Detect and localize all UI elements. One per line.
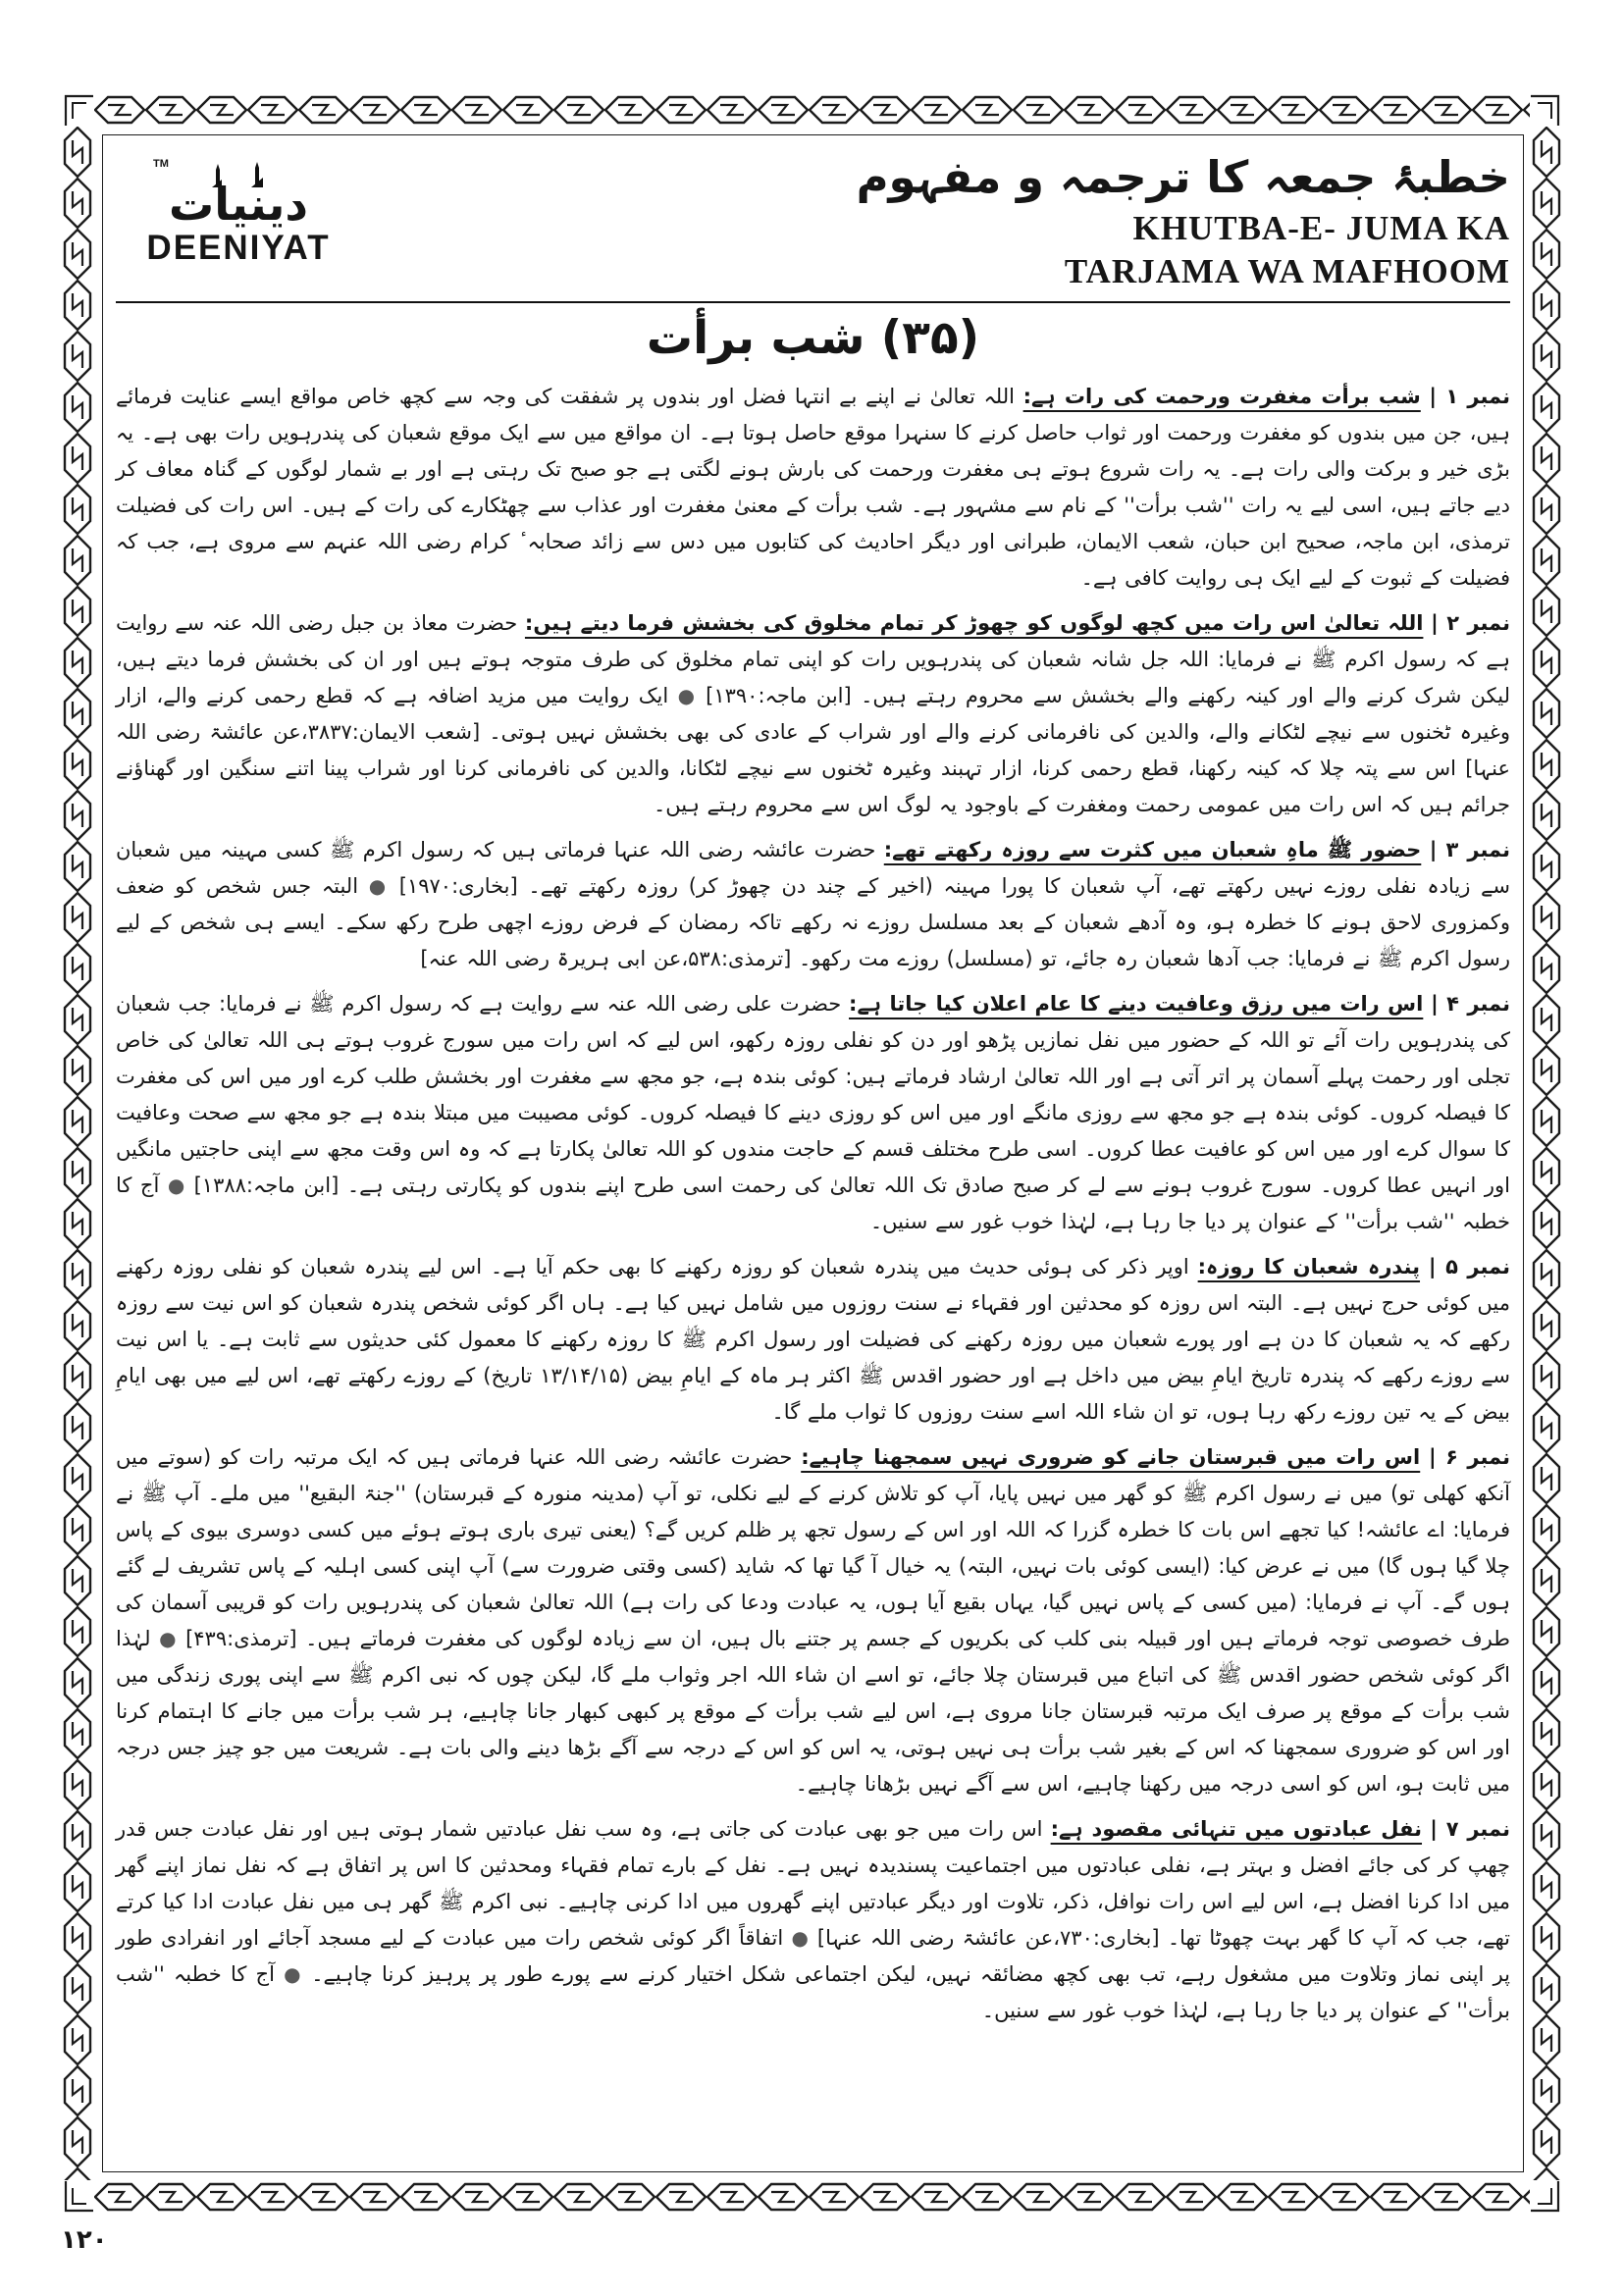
page-content — [106, 138, 1520, 2168]
border-corner-top-right — [1530, 93, 1563, 127]
border-chain-top — [94, 93, 1530, 127]
khutba-body — [116, 379, 1510, 2029]
section-2 — [116, 605, 1510, 823]
section-3 — [116, 832, 1510, 977]
inline-bullet-icon: ● — [282, 1962, 303, 1987]
inline-bullet-icon: ● — [365, 874, 390, 899]
deeniyat-logo — [116, 144, 361, 265]
title-english-line1: KHUTBA-E- JUMA KA — [1132, 209, 1510, 248]
khutba-main-title: (۳۵) شب برأت — [646, 311, 980, 366]
border-chain-left — [61, 127, 94, 2180]
section-6-number: نمبر ۶ | — [1429, 1445, 1510, 1470]
section-7-heading: نفل عبادتوں میں تنہائی مقصود ہے: — [1050, 1817, 1423, 1842]
section-3-text: حضرت عائشہ رضی اللہ عنہا فرماتی ہیں کہ رسول اکرم ﷺ کسی مہینہ میں شعبان سے زیادہ نفلی روزے نہیں رکھتے تھے، آپ شعبان کا پورا مہینہ (اخیر کے چند دن چھوڑ کر) روزہ رکھتے تھے۔ [بخاری:۱۹۷۰] ● البتہ جس شخص کو ضعف وکمزوری لاحق ہونے کا خطرہ ہو، وہ آدھے شعبان کے بعد مسلسل روزے نہ رکھے تاکہ رمضان کے فرض روزے اچھی طرح رکھ سکے۔ ایسے ہی شخص کے لیے رسول اکرم ﷺ نے فرمایا: جب آدھا شعبان رہ جائے، تو (مسلسل) روزے مت رکھو۔ [ترمذی:۵۳۸،عن ابی ہریرۃ رضی اللہ عنہ] — [116, 838, 1510, 971]
header-titles — [361, 144, 1510, 291]
section-1-number: نمبر ۱ | — [1429, 385, 1510, 409]
section-6-heading: اس رات میں قبرستان جانے کو ضروری نہیں سمجھنا چاہیے: — [801, 1445, 1421, 1470]
section-1-text: اللہ تعالیٰ نے اپنے بے انتہا فضل اور بندوں پر شفقت کی وجہ سے کچھ خاص مواقع ایسے عنایت فرمائے ہیں، جن میں بندوں کو مغفرت ورحمت اور ثواب حاصل کرنے کا سنہرا موقع حاصل ہوتا ہے۔ ان مواقع میں سے ایک موقع شعبان کی پندرہویں رات بھی ہے۔ یہ بڑی خیر و برکت والی رات ہے۔ یہ رات شروع ہوتے ہی مغفرت ورحمت کی بارش ہونے لگتی ہے جو صبح تک رہتی ہے اور بے شمار لوگوں کے گناہ معاف کر دیے جاتے ہیں، اسی لیے یہ رات ''شب برأت'' کے نام سے مشہور ہے۔ شب برأت کے معنیٰ مغفرت اور عذاب سے چھٹکارے کی رات کے ہیں۔ اس رات کی فضیلت ترمذی، ابن ماجہ، صحیح ابن حبان، شعب الایمان، طبرانی اور دیگر احادیث کی کتابوں میں دس سے زائد صحابہ ٔ کرام رضی اللہ عنہم سے مروی ہے، جب کہ فضیلت کے ثبوت کے لیے ایک ہی روایت کافی ہے۔ — [116, 385, 1510, 591]
section-3-heading: حضور ﷺ ماہِ شعبان میں کثرت سے روزہ رکھتے تھے: — [883, 838, 1422, 862]
section-1-heading: شب برأت مغفرت ورحمت کی رات ہے: — [1022, 385, 1421, 409]
border-chain-right — [1530, 127, 1563, 2180]
section-4-heading: اس رات میں رزق وعافیت دینے کا عام اعلان کیا جاتا ہے: — [849, 992, 1424, 1017]
logo-arabic-text: دينيات — [169, 178, 308, 231]
section-3-number: نمبر ۳ | — [1429, 838, 1510, 862]
header-divider-rule — [116, 301, 1510, 303]
logo-name-text: DEENIYAT — [146, 229, 331, 267]
section-4 — [116, 986, 1510, 1240]
title-english-line2: TARJAMA WA MAFHOOM — [1064, 252, 1510, 291]
border-chain-bottom — [94, 2180, 1530, 2214]
section-2-text: حضرت معاذ بن جبل رضی اللہ عنہ سے روایت ہے کہ رسول اکرم ﷺ نے فرمایا: اللہ جل شانہ شعبان کی پندرہویں رات کو اپنی تمام مخلوق کی طرف متوجہ ہوتے ہیں اور ان کی بخشش فرما دیتے ہیں، لیکن شرک کرنے والے اور کینہ رکھنے والے بخشش سے محروم رہتے ہیں۔ [ابن ماجہ:۱۳۹۰] ● ایک روایت میں مزید اضافہ ہے کہ قطع رحمی کرنے والے، ازار وغیرہ ٹخنوں سے نیچے لٹکانے والے، والدین کی نافرمانی کرنے والے اور شراب کے عادی کی بھی بخشش نہیں ہوتی۔ [شعب الایمان:۳۸۳۷،عن عائشۃ رضی اللہ عنہا] اس سے پتہ چلا کہ کینہ رکھنا، قطع رحمی کرنا، ازار تہبند وغیرہ ٹخنوں سے نیچے لٹکانا، والدین کی نافرمانی کرنا اور شراب پینا اتنے سنگین اور گھناؤنے جرائم ہیں کہ اس رات میں عمومی رحمت ومغفرت کے باوجود یہ لوگ اس سے محروم رہتے ہیں۔ — [116, 611, 1510, 817]
section-5-text: اوپر ذکر کی ہوئی حدیث میں پندرہ شعبان کو روزہ رکھنے کا بھی حکم آیا ہے۔ اس لیے پندرہ شعبان کو نفلی روزہ رکھنے میں کوئی حرج نہیں ہے۔ البتہ اس روزہ کو محدثین اور فقہاء نے سنت روزوں میں شامل نہیں کیا ہے۔ ہاں اگر کوئی شخص پندرہ شعبان کو اس نیت سے روزہ رکھے کہ یہ شعبان کا دن ہے اور پورے شعبان میں روزہ رکھنے کی فضیلت اور رسول اکرم ﷺ کا روزہ رکھنے کا معمول کئی حدیثوں سے ثابت ہے۔ یا اس نیت سے روزے رکھے کہ پندرہ تاریخ ایامِ بیض میں داخل ہے اور حضور اقدس ﷺ اکثر ہر ماہ کے ایامِ بیض (۱۳/۱۴/۱۵ تاریخ) کے روزے رکھتے تھے، اس لیے میں بھی ایامِ بیض کے یہ تین روزے رکھ رہا ہوں، تو ان شاء اللہ اسے سنت روزوں کا ثواب ملے گا۔ — [116, 1255, 1510, 1425]
inline-bullet-icon: ● — [675, 684, 697, 708]
section-7-number: نمبر ۷ | — [1430, 1817, 1510, 1842]
page-number: ۱۲۰ — [61, 2225, 108, 2255]
section-5 — [116, 1249, 1510, 1431]
title-urdu-calligraphy: خطبۂ جمعہ کا ترجمہ و مفہوم — [856, 151, 1510, 203]
border-corner-top-left — [61, 93, 94, 127]
inline-bullet-icon: ● — [158, 1627, 178, 1651]
border-corner-bottom-left — [61, 2180, 94, 2214]
section-2-heading: اللہ تعالیٰ اس رات میں کچھ لوگوں کو چھوڑ کر تمام مخلوق کی بخشش فرما دیتے ہیں: — [524, 611, 1424, 636]
page-header — [116, 144, 1510, 291]
inline-bullet-icon: ● — [166, 1174, 186, 1198]
section-4-number: نمبر ۴ | — [1431, 992, 1510, 1017]
section-5-number: نمبر ۵ | — [1428, 1255, 1511, 1279]
section-7-text: اس رات میں جو بھی عبادت کی جاتی ہے، وہ سب نفل عبادتیں شمار ہوتی ہیں اور نفل عبادت جس قدر چھپ کر کی جائے افضل و بہتر ہے، نفلی عبادتوں میں اجتماعیت پسندیدہ نہیں ہے۔ نفل کے بارے تمام فقہاء ومحدثین کا اس پر اتفاق ہے کہ نفل نماز اپنے گھر میں ادا کرنا افضل ہے، اس لیے اس رات نوافل، ذکر، تلاوت اور دیگر عبادتیں اپنے گھروں میں ادا کرنی چاہیے۔ نبی اکرم ﷺ گھر ہی میں نفل عبادت ادا کیا کرتے تھے، جب کہ آپ کا گھر بہت چھوٹا تھا۔ [بخاری:۷۳۰،عن عائشۃ رضی اللہ عنہا] ● اتفاقاً اگر کوئی شخص رات میں عبادت کے لیے مسجد آجائے اور انفرادی طور پر اپنی نماز وتلاوت میں مشغول رہے، تب بھی کچھ مضائقہ نہیں، لیکن اجتماعی شکل اختیار کرنے سے پورے طور پر پرہیز کرنا چاہیے۔ ● آج کا خطبہ ''شب برأت'' کے عنوان پر دیا جا رہا ہے، لہٰذا خوب غور سے سنیں۔ — [116, 1817, 1510, 2023]
trademark-symbol: TM — [153, 158, 169, 170]
section-7 — [116, 1811, 1510, 2029]
deeniyat-logo-mark — [153, 158, 308, 231]
section-2-number: نمبر ۲ | — [1431, 611, 1510, 636]
section-6 — [116, 1439, 1510, 1802]
section-1 — [116, 379, 1510, 597]
section-4-text: حضرت علی رضی اللہ عنہ سے روایت ہے کہ رسول اکرم ﷺ نے فرمایا: جب شعبان کی پندرہویں رات آئے تو اللہ کے حضور میں نفل نمازیں پڑھو اور دن کو نفلی روزہ رکھو، اس لیے کہ اس رات میں سورج غروب ہوتے ہی اللہ تعالیٰ کی خاص تجلی اور رحمت پہلے آسمان پر اتر آتی ہے اور اللہ تعالیٰ ارشاد فرماتے ہیں: کوئی بندہ ہے، جو مجھ سے مغفرت اور بخشش طلب کرے اور میں اس کی مغفرت کا فیصلہ کروں۔ کوئی بندہ ہے جو مجھ سے روزی مانگے اور میں اس کو روزی دینے کا فیصلہ کروں۔ کوئی مصیبت میں مبتلا بندہ ہے جو مجھ سے صحت وعافیت کا سوال کرے اور میں اس کو عافیت عطا کروں۔ اسی طرح مختلف قسم کے حاجت مندوں کو اللہ تعالیٰ پکارتا ہے کہ وہ اس وقت مجھ سے اپنی حاجتیں مانگیں اور انہیں عطا کروں۔ سورج غروب ہونے سے لے کر صبح صادق تک اللہ تعالیٰ کی رحمت اسی طرح اپنے بندوں کو پکارتی رہتی ہے۔ [ابن ماجہ:۱۳۸۸] ● آج کا خطبہ ''شب برأت'' کے عنوان پر دیا جا رہا ہے، لہٰذا خوب غور سے سنیں۔ — [116, 992, 1511, 1234]
border-corner-bottom-right — [1530, 2180, 1563, 2214]
section-6-text: حضرت عائشہ رضی اللہ عنہا فرماتی ہیں کہ ایک مرتبہ رات کو (سوتے میں آنکھ کھلی تو) میں نے رسول اکرم ﷺ کو گھر میں نہیں پایا، آپ کو تلاش کرنے کے لیے نکلی، تو آپ (مدینہ منورہ کے قبرستان) ''جنۃ البقیع'' میں ملے۔ آپ ﷺ نے فرمایا: اے عائشہ! کیا تجھے اس بات کا خطرہ گزرا کہ اللہ اور اس کے رسول تجھ پر ظلم کریں گے؟ (یعنی تیری باری ہوتے ہوئے میں کسی دوسری بیوی کے پاس چلا گیا ہوں گا) میں نے عرض کیا: (ایسی کوئی بات نہیں، البتہ) یہ خیال آ گیا تھا کہ شاید (کسی وقتی ضرورت سے) آپ اپنی کسی اہلیہ کے پاس تشریف لے گئے ہوں گے۔ آپ نے فرمایا: (میں کسی کے پاس نہیں گیا، یہاں بقیع آیا ہوں، یہ عبادت ودعا کی رات ہے) اللہ تعالیٰ شعبان کی پندرہویں رات کو قریبی آسمان کی طرف خصوصی توجہ فرماتے ہیں اور قبیلہ بنی کلب کی بکریوں کے جسم پر جتنے بال ہیں، ان سے زیادہ لوگوں کی مغفرت فرماتے ہیں۔ [ترمذی:۴۳۹] ● لہٰذا اگر کوئی شخص حضور اقدس ﷺ کی اتباع میں قبرستان چلا جائے، تو اسے ان شاء اللہ اجر وثواب ملے گا، لیکن چوں کہ نبی اکرم ﷺ سے اپنی پوری زندگی میں شب برأت کے موقع پر صرف ایک مرتبہ قبرستان جانا مروی ہے، اس لیے شب برأت کے موقع پر کبھی کبھار جانا چاہیے، ہر شب برأت میں جانے کا اہتمام کرنا اور اس کو ضروری سمجھنا کہ اس کے بغیر شب برأت ہی نہیں ہوتی، یہ اس کو اس کے درجہ سے آگے بڑھا دینے والی بات ہے۔ شریعت میں جو چیز جس درجہ میں ثابت ہو، اس کو اسی درجہ میں رکھنا چاہیے، اس سے آگے نہیں بڑھانا چاہیے۔ — [116, 1445, 1510, 1797]
section-5-heading: پندرہ شعبان کا روزہ: — [1197, 1255, 1421, 1279]
inline-bullet-icon: ● — [790, 1926, 810, 1951]
